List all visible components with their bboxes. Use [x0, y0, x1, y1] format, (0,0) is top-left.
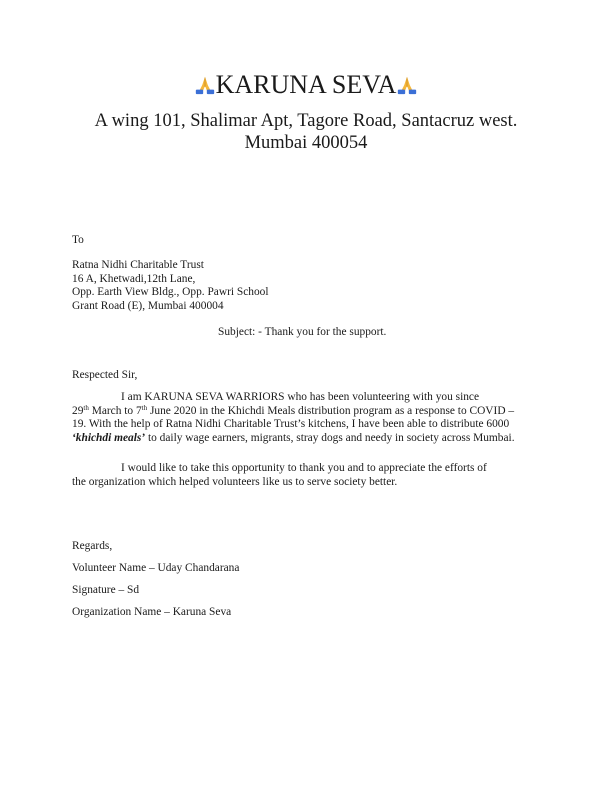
folded-hands-icon — [396, 74, 418, 96]
subject-line: Subject: - Thank you for the support. — [218, 326, 387, 338]
signature-line: Signature – Sd — [72, 584, 140, 596]
paragraph-line: I am KARUNA SEVA WARRIORS who has been volunteering with you since — [121, 391, 480, 403]
date-range-text — [72, 405, 514, 419]
to-label: To — [72, 234, 84, 246]
day-number: 29 — [72, 404, 84, 417]
ordinal-suffix: th — [83, 403, 89, 412]
volunteer-name: Volunteer Name – Uday Chandarana — [72, 562, 240, 574]
recipient-address — [72, 259, 269, 313]
letterhead-title — [0, 70, 612, 100]
body-paragraph-1 — [72, 391, 542, 445]
paragraph-line — [72, 405, 542, 419]
ordinal-suffix: th — [141, 403, 148, 412]
paragraph-line: the organization which helped volunteers like us to serve society better. — [72, 475, 398, 488]
organization-name: KARUNA SEVA — [215, 70, 397, 99]
letterhead-address — [0, 110, 612, 154]
recipient-line: Grant Road (E), Mumbai 400004 — [72, 299, 224, 312]
text-segment: March to 7 — [88, 404, 142, 417]
address-line: Mumbai 400054 — [244, 133, 368, 153]
recipient-line: Opp. Earth View Bldg., Opp. Pawri School — [72, 286, 269, 299]
recipient-line: 16 A, Khetwadi,12th Lane, — [72, 272, 196, 285]
text-segment: to daily wage earners, migrants, stray dogs and needy in society across Mumbai. — [145, 431, 515, 444]
address-line: A wing 101, Shalimar Apt, Tagore Road, Santacruz west. — [94, 111, 518, 131]
salutation: Respected Sir, — [72, 369, 138, 381]
body-paragraph-2 — [72, 462, 542, 489]
folded-hands-icon — [194, 74, 216, 96]
closing-regards: Regards, — [72, 540, 113, 552]
recipient-line: Ratna Nidhi Charitable Trust — [72, 259, 204, 271]
organization-name-line: Organization Name – Karuna Seva — [72, 606, 232, 618]
text-segment: June 2020 in the Khichdi Meals distribution program as a response to COVID – — [147, 404, 515, 417]
paragraph-line: 19. With the help of Ratna Nidhi Charitable Trust’s kitchens, I have been able to distribute 6000 — [72, 418, 510, 431]
paragraph-line — [72, 432, 542, 446]
paragraph-line: I would like to take this opportunity to thank you and to appreciate the efforts of — [121, 462, 487, 474]
emphasized-text: ‘khichdi meals’ — [72, 431, 146, 444]
